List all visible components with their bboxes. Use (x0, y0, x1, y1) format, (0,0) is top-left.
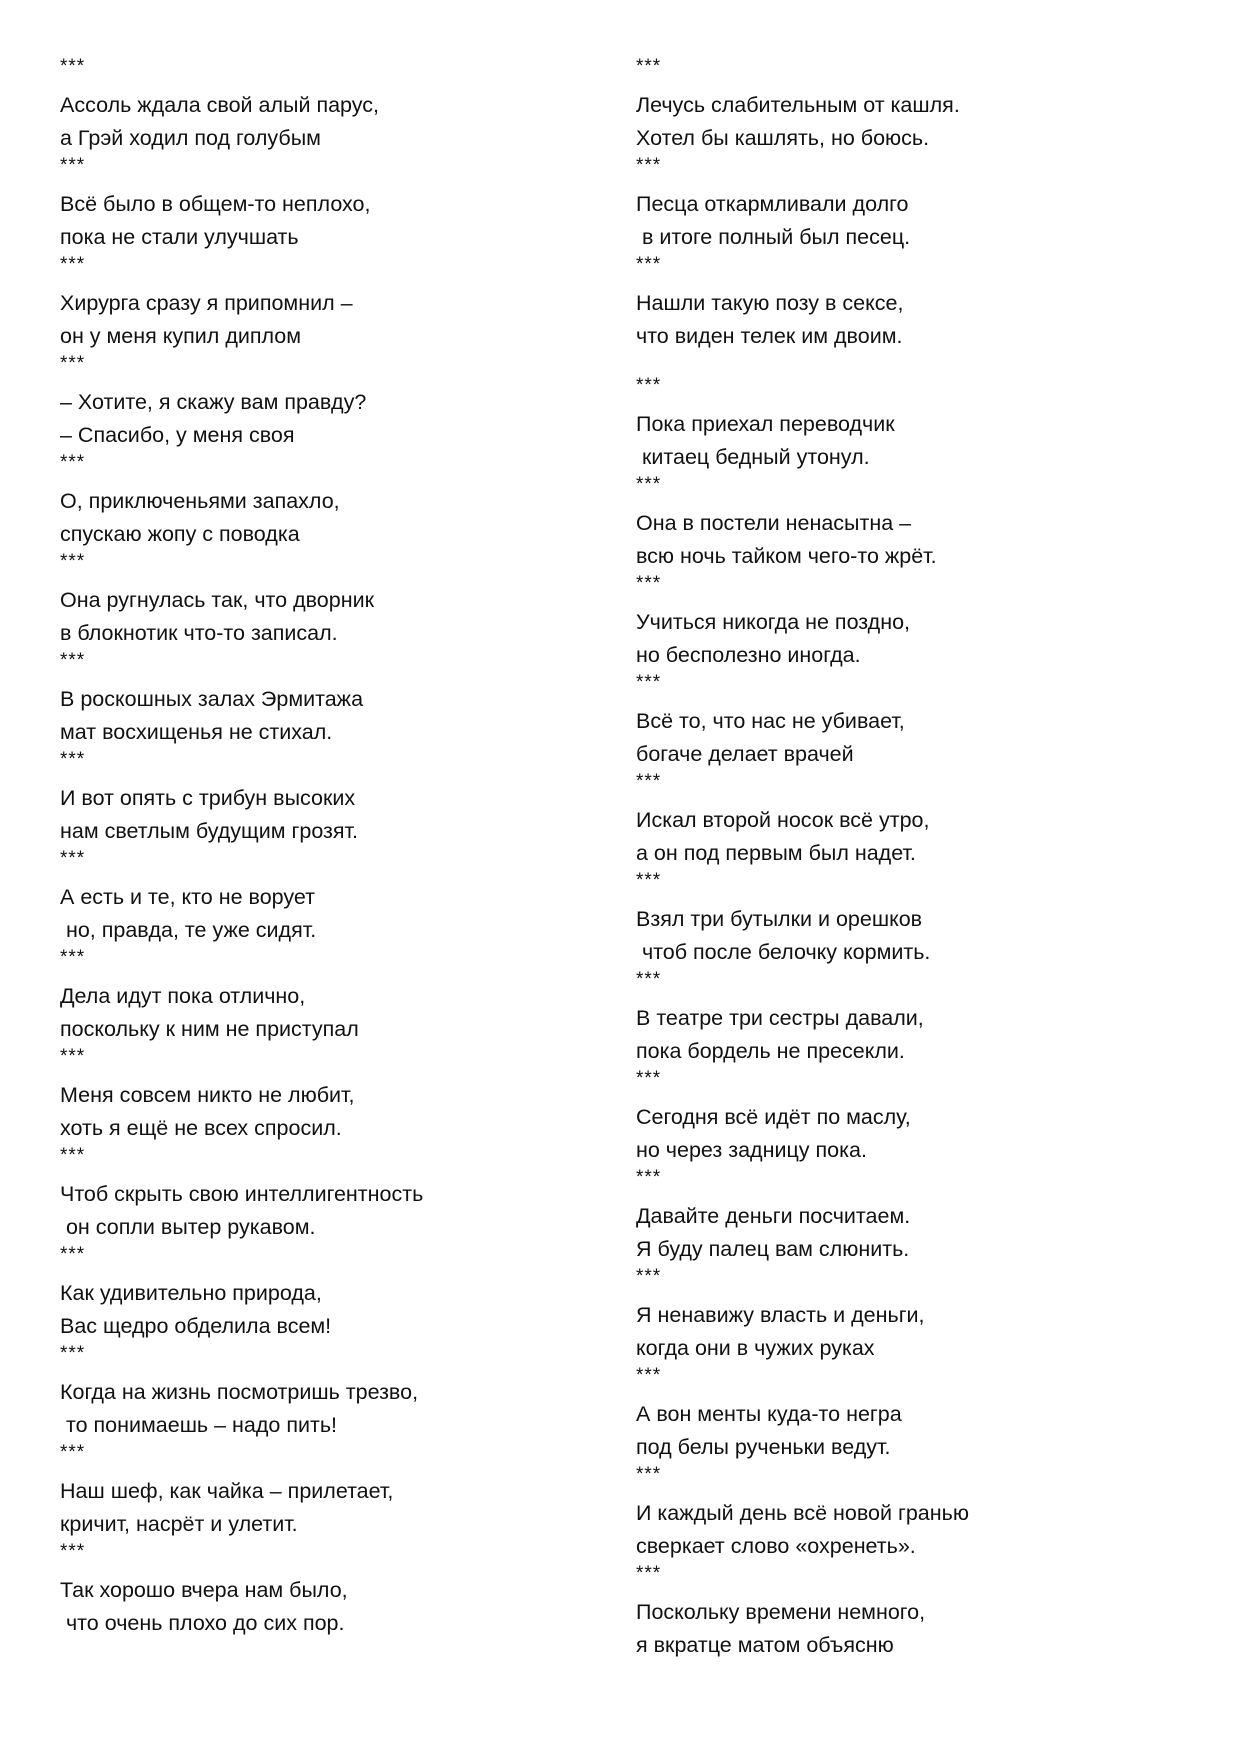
verse-line: Хотел бы кашлять, но боюсь. (636, 126, 930, 150)
verse-line: Лечусь слабительным от кашля. (636, 93, 960, 117)
verse-line: чтоб после белочку кормить. (636, 940, 931, 964)
right-column (636, 56, 1156, 1662)
verse-line: И каждый день всё новой гранью (636, 1501, 969, 1525)
verse-line: Всё то, что нас не убивает, (636, 709, 905, 733)
verse-line: В театре три сестры давали, (636, 1006, 924, 1030)
verse (636, 870, 1156, 969)
verse-line: Вас щедро обделила всем! (60, 1314, 332, 1338)
verse-separator: *** (636, 672, 662, 693)
verse-separator: *** (60, 1145, 86, 1166)
verse (60, 155, 580, 254)
verse-separator: *** (636, 771, 662, 792)
verse-separator: *** (636, 969, 662, 990)
verse-separator: *** (60, 650, 86, 671)
verse-line: Пока приехал переводчик (636, 412, 895, 436)
verse-separator: *** (636, 1266, 662, 1287)
verse-line: китаец бедный утонул. (636, 445, 870, 469)
verse (60, 551, 580, 650)
verse (60, 1145, 580, 1244)
verse-line: когда они в чужих руках (636, 1336, 875, 1360)
verse-line: Ассоль ждала свой алый парус, (60, 93, 380, 117)
verse-separator: *** (60, 56, 86, 77)
verse-line: то понимаешь – надо пить! (60, 1413, 338, 1437)
verse-separator: *** (60, 749, 86, 770)
verse-line: он сопли вытер рукавом. (60, 1215, 316, 1239)
verse-line: Всё было в общем-то неплохо, (60, 192, 371, 216)
verse (636, 254, 1156, 375)
verse-line: что очень плохо до сих пор. (60, 1611, 345, 1635)
verse-separator: *** (60, 848, 86, 869)
verse-line: Дела идут пока отлично, (60, 984, 306, 1008)
verse-line: а Грэй ходил под голубым (60, 126, 321, 150)
verse-separator: *** (60, 353, 86, 374)
verse (60, 452, 580, 551)
verse-separator: *** (60, 452, 86, 473)
verse-line: он у меня купил диплом (60, 324, 302, 348)
verse (636, 474, 1156, 573)
verse-separator: *** (60, 1541, 86, 1562)
verse-line: мат восхищенья не стихал. (60, 720, 333, 744)
verse-line: – Спасибо, у меня своя (60, 423, 295, 447)
verse-separator: *** (60, 1244, 86, 1265)
blank-line (636, 353, 1156, 375)
verse-line: Так хорошо вчера нам было, (60, 1578, 348, 1602)
verse (636, 969, 1156, 1068)
verse (60, 353, 580, 452)
verse (60, 1343, 580, 1442)
verse-separator: *** (60, 155, 86, 176)
verse-line: спускаю жопу с поводка (60, 522, 300, 546)
verse-line: Я ненавижу власть и деньги, (636, 1303, 925, 1327)
verse-line: Как удивительно природа, (60, 1281, 322, 1305)
verse-line: Песца откармливали долго (636, 192, 909, 216)
verse-separator: *** (636, 56, 662, 77)
verse (60, 947, 580, 1046)
verse-separator: *** (60, 1046, 86, 1067)
verse-line: Она ругнулась так, что дворник (60, 588, 374, 612)
verse-line: В роскошных залах Эрмитажа (60, 687, 364, 711)
verse-line: А есть и те, кто не ворует (60, 885, 315, 909)
verse-line: сверкает слово «охренеть». (636, 1534, 916, 1558)
verse-line: Искал второй носок всё утро, (636, 808, 930, 832)
verse-line: Чтоб скрыть свою интеллигентность (60, 1182, 424, 1206)
verse-separator: *** (636, 1563, 662, 1584)
left-column (60, 56, 580, 1640)
verse-line: богаче делает врачей (636, 742, 854, 766)
verse-separator: *** (636, 1464, 662, 1485)
verse (636, 1167, 1156, 1266)
verse (60, 1442, 580, 1541)
verse-line: всю ночь тайком чего-то жрёт. (636, 544, 937, 568)
verse-line: но, правда, те уже сидят. (60, 918, 317, 942)
verse-separator: *** (636, 870, 662, 891)
verse (636, 1365, 1156, 1464)
verse-line: Сегодня всё идёт по маслу, (636, 1105, 911, 1129)
verse (60, 1046, 580, 1145)
verse (636, 1563, 1156, 1662)
verse (60, 1541, 580, 1640)
verse-separator: *** (636, 1365, 662, 1386)
verse (636, 1068, 1156, 1167)
verse-line: Давайте деньги посчитаем. (636, 1204, 911, 1228)
verse-line: Она в постели ненасытна – (636, 511, 912, 535)
verse-separator: *** (60, 1442, 86, 1463)
verse-separator: *** (60, 1343, 86, 1364)
verse-line: под белы рученьки ведут. (636, 1435, 891, 1459)
verse-line: Хирурга сразу я припомнил – (60, 291, 353, 315)
verse-line: Учиться никогда не поздно, (636, 610, 911, 634)
verse-line: – Хотите, я скажу вам правду? (60, 390, 367, 414)
verse-line: хоть я ещё не всех спросил. (60, 1116, 342, 1140)
verse-line: кричит, насрёт и улетит. (60, 1512, 298, 1536)
verse (636, 375, 1156, 474)
verse (636, 56, 1156, 155)
verse (60, 56, 580, 155)
verse-separator: *** (636, 474, 662, 495)
verse-line: в блокнотик что-то записал. (60, 621, 338, 645)
verse-line: но бесполезно иногда. (636, 643, 861, 667)
verse (636, 573, 1156, 672)
verse-line: Взял три бутылки и орешков (636, 907, 923, 931)
verse-separator: *** (60, 551, 86, 572)
verse (636, 771, 1156, 870)
verse-line: Поскольку времени немного, (636, 1600, 926, 1624)
verse-line: что виден телек им двоим. (636, 324, 903, 348)
verse-line: я вкратце матом объясню (636, 1633, 894, 1657)
verse-line: Я буду палец вам слюнить. (636, 1237, 910, 1261)
verse-line: Нашли такую позу в сексе, (636, 291, 904, 315)
verse-separator: *** (636, 1068, 662, 1089)
verse (60, 254, 580, 353)
verse-line: поскольку к ним не приступал (60, 1017, 359, 1041)
verse (60, 749, 580, 848)
verse-line: Когда на жизнь посмотришь трезво, (60, 1380, 419, 1404)
verse-line: Меня совсем никто не любит, (60, 1083, 355, 1107)
verse (636, 1464, 1156, 1563)
verse-line: а он под первым был надет. (636, 841, 916, 865)
verse-line: в итоге полный был песец. (636, 225, 911, 249)
verse-line: пока не стали улучшать (60, 225, 299, 249)
verse-separator: *** (636, 155, 662, 176)
verse (60, 1244, 580, 1343)
verse-line: пока бордель не пресекли. (636, 1039, 905, 1063)
verse-line: И вот опять с трибун высоких (60, 786, 356, 810)
verse-separator: *** (636, 375, 662, 396)
verse-line: О, приключеньями запахло, (60, 489, 340, 513)
verse (60, 848, 580, 947)
verse-line: но через задницу пока. (636, 1138, 867, 1162)
verse-separator: *** (60, 254, 86, 275)
verse (636, 672, 1156, 771)
verse-separator: *** (636, 254, 662, 275)
verse-separator: *** (636, 1167, 662, 1188)
verse (60, 650, 580, 749)
verse-line: нам светлым будущим грозят. (60, 819, 358, 843)
verse (636, 155, 1156, 254)
verse (636, 1266, 1156, 1365)
verse-separator: *** (60, 947, 86, 968)
verse-line: Наш шеф, как чайка – прилетает, (60, 1479, 394, 1503)
verse-separator: *** (636, 573, 662, 594)
verse-line: А вон менты куда-то негра (636, 1402, 902, 1426)
